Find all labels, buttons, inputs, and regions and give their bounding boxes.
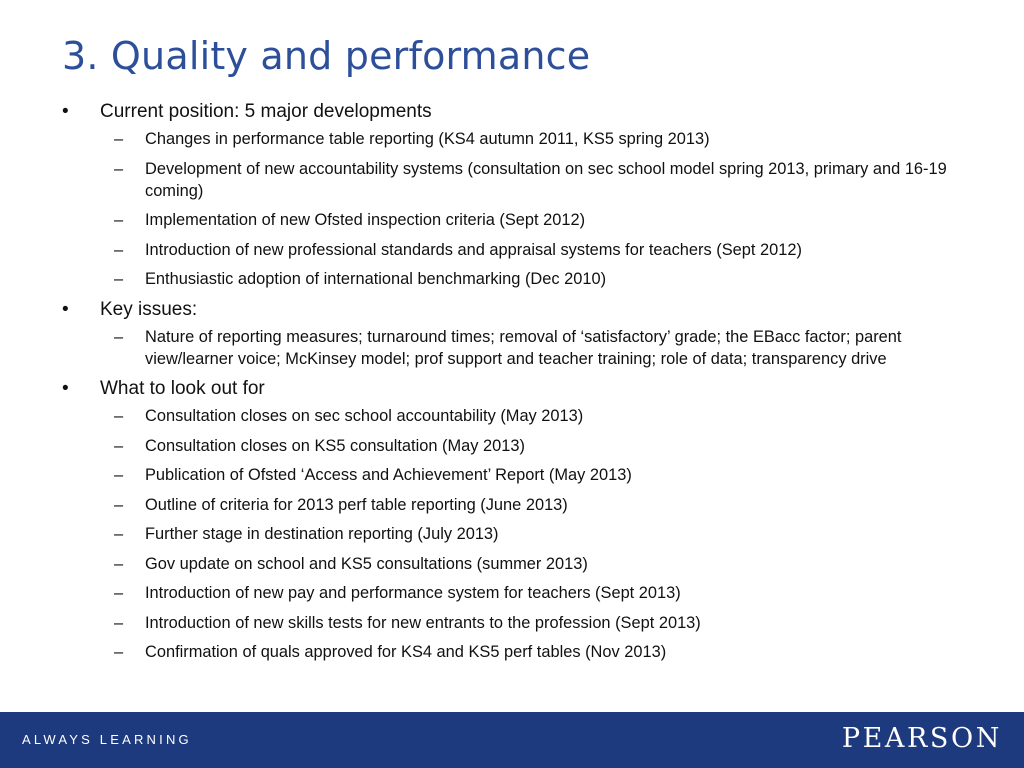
sub-item: [62, 582, 962, 604]
dash-icon: –: [114, 436, 124, 455]
sub-item: [62, 268, 962, 290]
sub-item: [62, 209, 962, 231]
sub-item-text: Outline of criteria for 2013 perf table reporting (June 2013): [145, 495, 568, 514]
sub-item-text: Nature of reporting measures; turnaround times; removal of ‘satisfactory’ grade; the EBacc factor; parent view/learner voice; McKinsey model; prof support and teacher training; role of data; transparency drive: [145, 327, 902, 368]
dash-icon: –: [114, 270, 124, 288]
sub-item-text: Implementation of new Ofsted inspection criteria (Sept 2012): [145, 211, 586, 229]
sub-item-text: Enthusiastic adoption of international benchmarking (Dec 2010): [145, 270, 607, 288]
dash-icon: –: [114, 240, 124, 259]
dash-icon: –: [114, 554, 124, 573]
dash-icon: –: [114, 407, 124, 425]
sub-item-text: Changes in performance table reporting (KS4 autumn 2011, KS5 spring 2013): [145, 130, 710, 148]
footer-bar: [0, 712, 1024, 768]
dash-icon: –: [114, 211, 124, 229]
dash-icon: –: [114, 643, 124, 661]
dash-icon: –: [114, 584, 124, 602]
sub-item: [62, 405, 962, 427]
bullet-text: What to look out for: [100, 378, 265, 399]
slide-body: [62, 100, 962, 671]
sub-item: [62, 435, 962, 457]
sub-item: [62, 326, 962, 370]
dash-icon: –: [114, 495, 124, 514]
sub-item: [62, 128, 962, 150]
sub-item-text: Consultation closes on KS5 consultation (May 2013): [145, 436, 525, 455]
sub-item-text: Further stage in destination reporting (July 2013): [145, 525, 499, 543]
sub-item-text: Confirmation of quals approved for KS4 and KS5 perf tables (Nov 2013): [145, 643, 667, 661]
dash-icon: –: [114, 327, 124, 346]
dash-icon: –: [114, 466, 124, 484]
dash-icon: –: [114, 613, 124, 632]
bullet-text: Key issues:: [100, 298, 198, 320]
sub-item: [62, 464, 962, 486]
sub-list-current-position: [62, 128, 962, 290]
sub-item: [62, 239, 962, 261]
bullet-icon: •: [62, 298, 69, 320]
sub-item-text: Development of new accountability systems (consultation on sec school model spring 2013, primary and 16-19 coming): [145, 159, 947, 200]
dash-icon: –: [114, 525, 124, 543]
sub-item: [62, 158, 962, 202]
bullet-look-out-for: [62, 377, 962, 401]
sub-list-key-issues: [62, 326, 962, 370]
sub-item: [62, 612, 962, 634]
sub-list-look-out-for: [62, 405, 962, 663]
bullet-current-position: [62, 100, 962, 124]
dash-icon: –: [114, 130, 124, 148]
sub-item-text: Publication of Ofsted ‘Access and Achievement’ Report (May 2013): [145, 466, 632, 484]
sub-item-text: Introduction of new pay and performance system for teachers (Sept 2013): [145, 584, 681, 602]
footer-tagline: ALWAYS LEARNING: [22, 732, 192, 747]
sub-item-text: Consultation closes on sec school accountability (May 2013): [145, 407, 584, 425]
sub-item-text: Introduction of new skills tests for new entrants to the profession (Sept 2013): [145, 613, 701, 632]
sub-item: [62, 641, 962, 663]
bullet-icon: •: [62, 378, 69, 399]
sub-item: [62, 494, 962, 516]
sub-item-text: Gov update on school and KS5 consultations (summer 2013): [145, 554, 588, 573]
sub-item-text: Introduction of new professional standards and appraisal systems for teachers (Sept 2012): [145, 240, 802, 259]
sub-item: [62, 553, 962, 575]
pearson-logo: PEARSON: [841, 723, 1002, 754]
bullet-icon: •: [62, 101, 69, 122]
bullet-text: Current position: 5 major developments: [100, 101, 432, 122]
sub-item: [62, 523, 962, 545]
slide-title: 3. Quality and performance: [62, 34, 591, 78]
bullet-key-issues: [62, 298, 962, 322]
dash-icon: –: [114, 159, 124, 178]
